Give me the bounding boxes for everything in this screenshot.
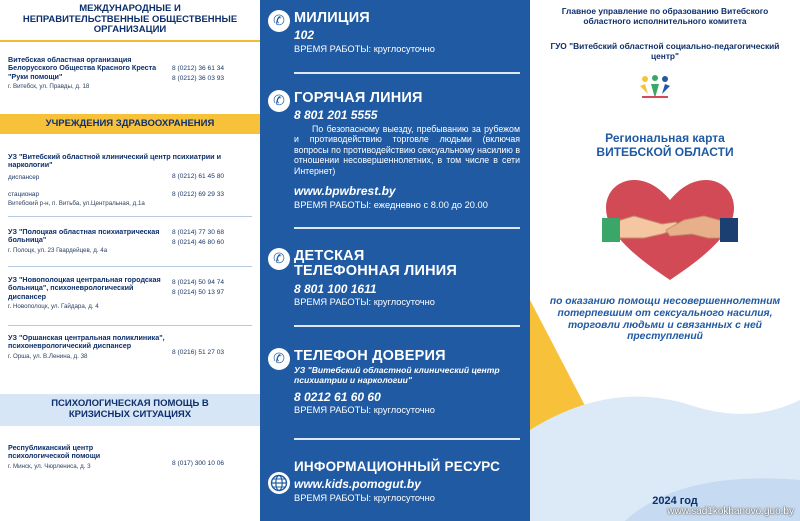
police-hours: ВРЕМЯ РАБОТЫ: круглосуточно xyxy=(294,44,435,54)
left-panel xyxy=(0,0,260,521)
info-website[interactable]: www.kids.pomogut.by xyxy=(294,477,421,491)
children-title-line1: ДЕТСКАЯ xyxy=(294,248,365,264)
hospital-address: Витебский р-н, п. Витьба, ул.Центральная, д.1а xyxy=(8,199,145,207)
map-title-line2: ВИТЕБСКОЙ ОБЛАСТИ xyxy=(596,144,734,159)
hotline-hours: ВРЕМЯ РАБОТЫ: ежедневно с 8.00 до 20.00 xyxy=(294,200,488,210)
section-international-title: МЕЖДУНАРОДНЫЕ И НЕПРАВИТЕЛЬСТВЕННЫЕ ОБЩЕСТВЕННЫЕ ОРГАНИЗАЦИИ xyxy=(22,2,238,36)
right-panel xyxy=(530,0,800,521)
dispensary-phone: 8 (0212) 61 45 80 xyxy=(172,173,225,180)
hotline-number: 8 801 201 5555 xyxy=(294,108,378,122)
phone-icon: ✆ xyxy=(268,90,290,112)
novopolotsk-name: УЗ "Новополоцкая центральная городская больница", психоневрологический диспансер xyxy=(8,275,161,301)
phone-icon: ✆ xyxy=(268,10,290,32)
red-cross-phones xyxy=(172,64,250,84)
hospital-label: стационар xyxy=(8,190,40,198)
middle-panel xyxy=(260,0,530,521)
divider xyxy=(294,72,520,74)
map-title xyxy=(540,132,790,160)
globe-icon xyxy=(268,472,290,494)
dispensary-label: диспансер xyxy=(8,173,40,181)
children-title-line2: ТЕЛЕФОННАЯ ЛИНИЯ xyxy=(294,263,458,280)
watermark: www.sad1kokhanovo.guo.by xyxy=(667,506,794,517)
hotline-description: По безопасному выезду, пребыванию за рубежом и противодействию торговле людьми (включая вопросы по противодействию сексуальному насилию в отношении несовершеннолетних, в том числе в сети Интернет) xyxy=(294,124,520,176)
orsha-phone: 8 (0216) 51 27 03 xyxy=(172,349,225,356)
republican-address: г. Минск, ул. Чюрлениса, д. 3 xyxy=(8,462,91,470)
police-number: 102 xyxy=(294,28,315,42)
red-cross-name: Витебская областная организация Белорусского Общества Красного Креста "Руки помощи" xyxy=(8,55,157,81)
orsha-name: УЗ "Оршанская центральная поликлиника", психоневрологический диспансер xyxy=(8,333,165,351)
republican-phone: 8 (017) 300 10 06 xyxy=(172,460,225,467)
divider xyxy=(294,325,520,327)
issuer-header: Главное управление по образованию Витебского областного исполнительного комитета xyxy=(561,6,769,26)
polotsk-address: г. Полоцк, ул. 23 Гвардейцев, д. 4а xyxy=(8,246,108,254)
phone-number: 8 (0212) 36 61 34 xyxy=(172,65,225,72)
divider xyxy=(294,438,520,440)
hospital-phone: 8 (0212) 69 29 33 xyxy=(172,191,225,198)
republican-name: Республиканский центр психологической помощи xyxy=(8,443,101,461)
orsha-address: г. Орша, ул. В.Ленина, д. 38 xyxy=(8,352,88,360)
section-international-header xyxy=(0,0,260,42)
section-health-title: УЧРЕЖДЕНИЯ ЗДРАВООХРАНЕНИЯ xyxy=(45,117,215,129)
map-title-line1: Региональная карта xyxy=(605,131,725,145)
novopolotsk-address: г. Новополоцк, ул. Гайдара, д. 4 xyxy=(8,302,99,310)
trust-number: 8 0212 61 60 60 xyxy=(294,390,381,404)
trust-hours: ВРЕМЯ РАБОТЫ: круглосуточно xyxy=(294,405,435,415)
year-label: 2024 год xyxy=(652,495,698,507)
children-title xyxy=(294,249,457,279)
novopolotsk-phones xyxy=(172,278,250,298)
trust-title: ТЕЛЕФОН ДОВЕРИЯ xyxy=(294,348,446,364)
phone-number: 8 (0214) 50 94 74 xyxy=(172,279,225,286)
divider xyxy=(8,266,252,267)
polotsk-name: УЗ "Полоцкая областная психиатрическая больница" xyxy=(8,227,160,245)
phone-number: 8 (0214) 46 80 60 xyxy=(172,238,225,246)
divider xyxy=(8,216,252,217)
children-number: 8 801 100 1611 xyxy=(294,282,377,296)
phone-icon: ✆ xyxy=(268,248,290,270)
police-title: МИЛИЦИЯ xyxy=(294,10,370,26)
heart-hands-illustration xyxy=(600,178,740,286)
divider xyxy=(8,325,252,326)
info-title: ИНФОРМАЦИОННЫЙ РЕСУРС xyxy=(294,459,501,474)
map-description: по оказанию помощи несовершеннолетним потерпевшим от сексуального насилия, торговли людьми и связанных с ней преступлений xyxy=(549,296,781,343)
hotline-title: ГОРЯЧАЯ ЛИНИЯ xyxy=(294,90,423,106)
info-hours: ВРЕМЯ РАБОТЫ: круглосуточно xyxy=(294,493,435,503)
polotsk-phones xyxy=(172,228,250,248)
hotline-website[interactable]: www.bpwbrest.by xyxy=(294,184,396,198)
center-header: ГУО "Витебский областной социально-педагогический центр" xyxy=(550,41,780,61)
section-health-header xyxy=(0,114,260,134)
children-hours: ВРЕМЯ РАБОТЫ: круглосуточно xyxy=(294,297,435,307)
logo-people-icon xyxy=(638,74,672,100)
phone-icon: ✆ xyxy=(268,348,290,370)
divider xyxy=(294,227,520,229)
phone-number: 8 (0212) 36 03 93 xyxy=(172,74,225,82)
red-cross-address: г. Витебск, ул. Правды, д. 18 xyxy=(8,82,90,90)
trust-subtitle: УЗ "Витебский областной клинический центр психиатрии и наркологии" xyxy=(294,365,500,385)
phone-number: 8 (0214) 50 13 97 xyxy=(172,288,225,296)
vitebsk-center-name: УЗ "Витебский областной клинический центр психиатрии и наркологии" xyxy=(8,152,221,170)
section-crisis-header xyxy=(0,394,260,426)
phone-number: 8 (0214) 77 30 68 xyxy=(172,229,225,236)
section-crisis-title: ПСИХОЛОГИЧЕСКАЯ ПОМОЩЬ В КРИЗИСНЫХ СИТУАЦИЯХ xyxy=(51,398,209,420)
